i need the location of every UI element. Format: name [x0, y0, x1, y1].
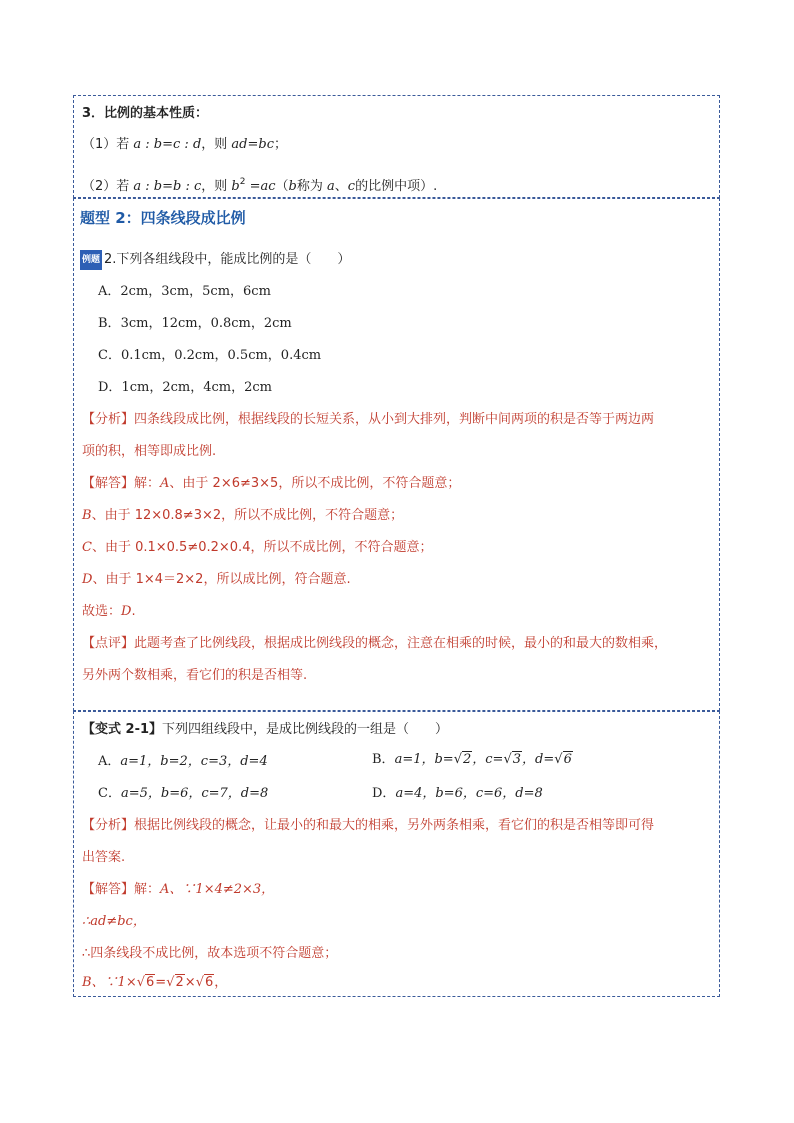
variant-b-end: ，	[214, 975, 228, 990]
option-b-c: ，c=	[472, 752, 504, 767]
answer-intro: 解：	[134, 476, 161, 491]
choose-end: .	[131, 604, 136, 619]
variant-question-text: 下列四组线段中，是成比例线段的一组是（ ）	[162, 722, 449, 737]
comment-line-1	[82, 635, 667, 653]
rule2-b2: b	[288, 179, 297, 194]
variant-analysis-2: 出答案.	[82, 850, 126, 865]
answer-b-text: 、由于 12×0.8≠3×2，所以不成比例，不符合题意；	[91, 508, 404, 523]
variant-answer-b	[82, 974, 227, 992]
rule2-a: a	[327, 179, 335, 194]
variant-answer-a	[82, 881, 274, 899]
variant-analysis-1	[82, 817, 654, 835]
analysis-line-2: 项的积，相等即成比例.	[82, 444, 217, 459]
variant-option-b-label: B．	[372, 752, 395, 767]
answer-c-opt: C	[82, 540, 92, 555]
sqrt-6-b: √6	[195, 975, 214, 990]
answer-line-a	[82, 475, 460, 493]
variant-b-eq: =	[155, 975, 167, 990]
rule2-prefix: （2）若	[82, 179, 134, 194]
example-question-text: 2.下列各组线段中，能成比例的是（ ）	[104, 252, 351, 267]
rule2-exponent: 2	[239, 177, 246, 187]
rule1-prefix: （1）若	[82, 137, 134, 152]
example-question	[80, 250, 350, 270]
answer-line-b	[82, 507, 403, 525]
rule1-end: ；	[273, 137, 287, 152]
variant-analysis-text-1: 根据比例线段的概念，让最小的和最大的相乘，另外两条相乘，看它们的积是否相等即可得	[134, 818, 655, 833]
variant-option-b	[372, 751, 573, 769]
option-d-label: D．	[98, 380, 122, 395]
analysis-line-1	[82, 411, 654, 429]
answer-d-text: 、由于 1×4＝2×2，所以成比例，符合题意.	[92, 572, 351, 587]
variant-answer-ad: ∴ad≠bc，	[82, 914, 146, 929]
rule2-given: a : b=b : c	[133, 179, 202, 194]
answer-a-opt: A	[160, 476, 170, 491]
rule2-mid: ，则	[201, 179, 232, 194]
variant-option-d-label: D．	[372, 786, 396, 801]
option-b	[98, 315, 292, 333]
option-b-label: B．	[98, 316, 121, 331]
answer-c-text: 、由于 0.1×0.5≠0.2×0.4，所以不成比例，不符合题意；	[91, 540, 433, 555]
rule1-result: ad=bc	[231, 137, 274, 152]
rule2-c: c	[347, 179, 356, 194]
sqrt-2-b: √2	[166, 975, 184, 990]
property-rule-1	[82, 136, 287, 154]
sqrt-6-a: √6	[136, 975, 155, 990]
type2-title: 题型 2：四条线段成比例	[80, 209, 246, 227]
rule2-paren: （	[275, 179, 289, 194]
variant-question	[82, 721, 448, 739]
option-b-d: ，d=	[522, 752, 555, 767]
example-badge: 例题	[80, 250, 102, 270]
property-box	[73, 95, 720, 198]
option-a	[98, 283, 271, 301]
choose-line	[82, 603, 136, 621]
option-a-label: A．	[98, 284, 121, 299]
answer-a-text: 、由于 2×6≠3×5，所以不成比例，不符合题意；	[169, 476, 461, 491]
answer-b-opt: B	[82, 508, 92, 523]
analysis-label: 【分析】	[82, 412, 135, 427]
variant-option-d-text: a=4，b=6，c=6，d=8	[395, 786, 543, 801]
option-d	[98, 379, 272, 397]
variant-answer-a-text: A、∵1×4≠2×3，	[160, 882, 275, 897]
option-c	[98, 347, 321, 365]
rule1-mid: ，则	[201, 137, 232, 152]
choose-answer: D	[121, 604, 132, 619]
sqrt-2: √2	[453, 752, 472, 767]
rule2-note2: 的比例中项）.	[355, 179, 438, 194]
property-heading: 3．比例的基本性质：	[82, 106, 209, 121]
option-d-text: 1cm，2cm，4cm，2cm	[121, 380, 272, 395]
property-rule-2	[82, 173, 437, 196]
rule2-note1: 称为	[296, 179, 328, 194]
variant-b-pre: B、∵1×	[82, 975, 137, 990]
answer-label: 【解答】	[82, 476, 135, 491]
rule2-eq: =ac	[245, 179, 276, 194]
choose-prefix: 故选：	[82, 604, 122, 619]
option-b-a: a=1，b=	[394, 752, 454, 767]
option-b-text: 3cm，12cm，0.8cm，2cm	[120, 316, 292, 331]
answer-d-opt: D	[82, 572, 93, 587]
option-c-text: 0.1cm，0.2cm，0.5cm，0.4cm	[120, 348, 322, 363]
analysis-text-1: 四条线段成比例，根据线段的长短关系，从小到大排列，判断中间两项的积是否等于两边两	[134, 412, 655, 427]
sqrt-3: √3	[503, 752, 522, 767]
variant-b-times: ×	[184, 975, 196, 990]
option-c-label: C．	[98, 348, 121, 363]
variant-box	[73, 711, 720, 997]
sqrt-6: √6	[554, 752, 572, 767]
rule2-sep: 、	[334, 179, 348, 194]
answer-line-c	[82, 539, 432, 557]
variant-answer-intro: 解：	[134, 882, 161, 897]
variant-option-c-label: C．	[98, 786, 121, 801]
comment-line-2: 另外两个数相乘，看它们的积是否相等.	[82, 668, 308, 683]
rule2-b: b	[231, 179, 240, 194]
variant-option-a-text: a=1，b=2，c=3，d=4	[120, 754, 268, 769]
variant-option-c-text: a=5，b=6，c=7，d=8	[120, 786, 269, 801]
option-a-text: 2cm，3cm，5cm，6cm	[120, 284, 271, 299]
variant-option-a	[98, 753, 268, 771]
variant-label: 【变式 2-1】	[82, 722, 163, 737]
comment-label: 【点评】	[82, 636, 135, 651]
variant-option-d	[372, 785, 543, 803]
variant-option-c	[98, 785, 268, 803]
answer-line-d	[82, 571, 351, 589]
rule1-given: a : b=c : d	[133, 137, 202, 152]
variant-option-a-label: A．	[98, 754, 121, 769]
comment-text-1: 此题考查了比例线段，根据成比例线段的概念，注意在相乘的时候，最小的和最大的数相乘，	[134, 636, 668, 651]
variant-analysis-label: 【分析】	[82, 818, 135, 833]
variant-answer-label: 【解答】	[82, 882, 135, 897]
variant-answer-not: ∴四条线段不成比例，故本选项不符合题意；	[82, 946, 338, 961]
type2-box	[73, 198, 720, 711]
